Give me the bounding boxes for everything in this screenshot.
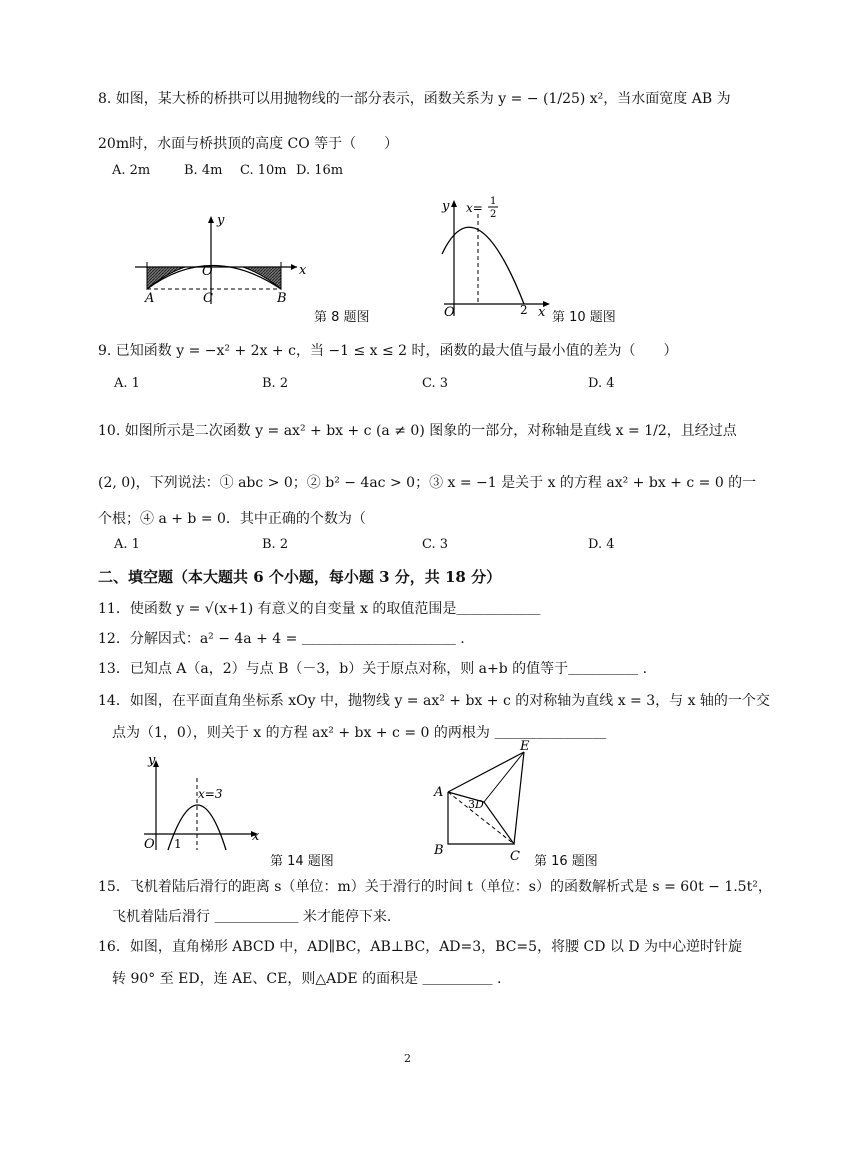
q10-line1: 10. 如图所示是二次函数 y = ax² + bx + c (a ≠ 0) 图象的一部分，对称轴是直线 x = 1/2，且经过点	[98, 423, 737, 439]
fig14-label-x: x	[252, 829, 260, 844]
q16-line2: 转 90° 至 ED，连 AE、CE，则△ADE 的面积是 ＿＿＿＿＿ .	[112, 971, 502, 987]
fig14-label-o: O	[144, 837, 155, 852]
section-2-heading: 二、填空题（本大题共 6 个小题，每小题 3 分，共 18 分）	[98, 568, 502, 586]
fig16-label-e: E	[520, 739, 530, 754]
q8-option-d: D. 16m	[296, 163, 344, 178]
q14-line1: 14．如图，在平面直角坐标系 xOy 中，抛物线 y = ax² + bx + c 的对称轴为直线 x = 3，与 x 轴的一个交	[98, 693, 770, 709]
figure-8	[125, 212, 315, 307]
fig8-label-b: B	[277, 291, 287, 306]
q14-line2: 点为（1，0），则关于 x 的方程 ax² + bx + c = 0 的两根为 ＿＿＿＿＿＿＿＿	[112, 725, 607, 741]
q13-text: 13．已知点 A（a，2）与点 B（－3，b）关于原点对称，则 a+b 的值等于＿＿＿＿＿ .	[98, 661, 648, 677]
q10-option-c: C. 3	[422, 537, 449, 552]
fig10-label-o: O	[444, 305, 455, 320]
q16-line1: 16．如图，直角梯形 ABCD 中，AD∥BC，AB⊥BC，AD=3，BC=5，将腰 CD 以 D 为中心逆时针旋	[98, 939, 743, 955]
fig16-label-c: C	[510, 849, 520, 864]
q11-text: 11．使函数 y = √(x+1) 有意义的自变量 x 的取值范围是＿＿＿＿＿＿	[98, 601, 541, 617]
fig8-caption: 第 8 题图	[314, 310, 370, 325]
fig10-label-half-den: 2	[490, 209, 497, 220]
fig10-label-y: y	[442, 199, 450, 214]
fig10-label-axis: x=	[466, 201, 483, 215]
q10-line2: (2, 0)，下列说法：① abc > 0；② b² − 4ac > 0；③ x = −1 是关于 x 的方程 ax² + bx + c = 0 的一	[98, 475, 757, 491]
q10-option-b: B. 2	[262, 537, 289, 552]
q9-option-d: D. 4	[588, 376, 615, 391]
fig14-label-axis: x=3	[198, 787, 223, 801]
q9-option-a: A. 1	[114, 376, 140, 391]
q15-line2: 飞机着陆后滑行 ＿＿＿＿＿＿ 米才能停下来.	[112, 909, 392, 925]
fig8-label-c: C	[203, 291, 213, 306]
fig14-label-1: 1	[174, 837, 182, 851]
figure-10	[430, 192, 555, 320]
q8-option-c: C. 10m	[240, 163, 287, 178]
fig16-label-b: B	[434, 843, 444, 858]
figure-16	[428, 738, 538, 866]
q8-line1: 8. 如图，某大桥的桥拱可以用抛物线的一部分表示，函数关系为 y = − (1/25) x²，当水面宽度 AB 为	[98, 91, 731, 107]
q8-option-a: A. 2m	[112, 163, 151, 178]
fig14-caption: 第 14 题图	[270, 854, 334, 869]
fig16-caption: 第 16 题图	[534, 854, 598, 869]
fig16-label-a: A	[434, 785, 444, 800]
q15-line1: 15．飞机着陆后滑行的距离 s（单位：m）关于滑行的时间 t（单位：s）的函数解析式是 s = 60t − 1.5t²，	[98, 879, 772, 895]
q8-line2: 20m时，水面与桥拱顶的高度 CO 等于（ ）	[98, 136, 399, 152]
page-number: 2	[404, 1052, 411, 1065]
fig8-label-o: O	[202, 264, 213, 279]
fig10-label-x: x	[538, 305, 546, 320]
q12-text: 12．分解因式：a² − 4a + 4 = ＿＿＿＿＿＿＿＿＿＿＿ .	[98, 631, 465, 647]
q9-option-b: B. 2	[262, 376, 289, 391]
q10-line3: 个根；④ a + b = 0．其中正确的个数为（	[98, 511, 366, 527]
q9-option-c: C. 3	[422, 376, 449, 391]
fig8-label-y: y	[217, 213, 225, 228]
q8-option-b: B. 4m	[184, 163, 223, 178]
q10-option-a: A. 1	[114, 537, 140, 552]
q9-text: 9. 已知函数 y = −x² + 2x + c，当 −1 ≤ x ≤ 2 时，函数的最大值与最小值的差为（ ）	[98, 343, 678, 359]
fig16-label-3: 3	[468, 798, 475, 811]
fig8-label-x: x	[299, 263, 307, 278]
fig8-label-a: A	[145, 291, 155, 306]
fig10-label-half-num: 1	[490, 196, 497, 207]
fig14-label-y: y	[148, 753, 156, 768]
fig10-label-2: 2	[520, 303, 528, 317]
fig10-caption: 第 10 题图	[552, 310, 616, 325]
q10-option-d: D. 4	[588, 537, 615, 552]
fig16-label-d: D	[475, 798, 484, 811]
figure-14	[138, 750, 268, 855]
